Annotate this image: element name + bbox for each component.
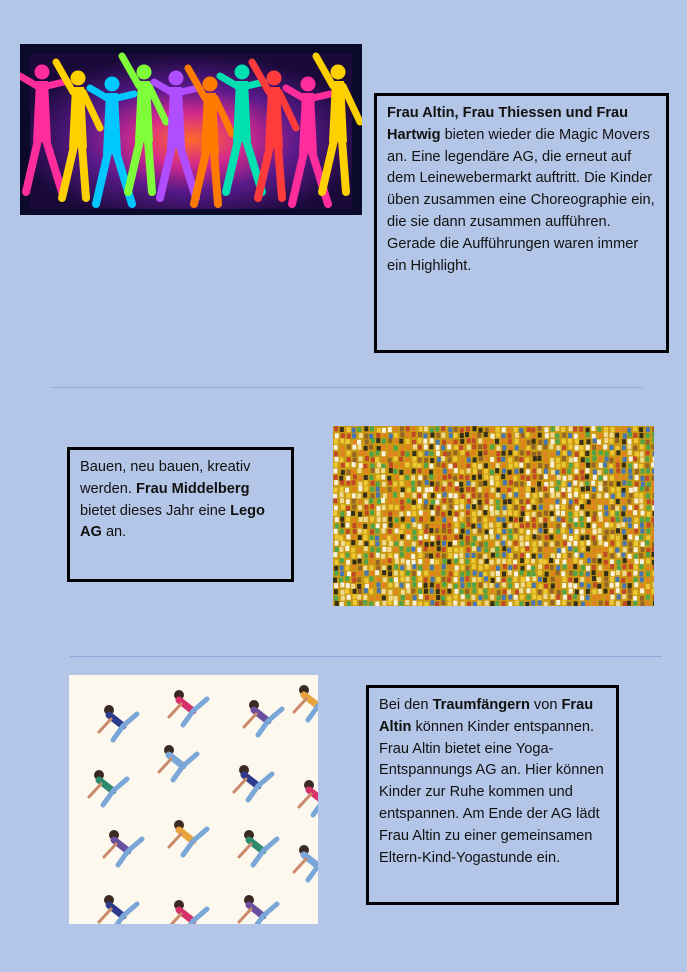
yoga-image (69, 675, 318, 924)
text-run: Bauen, neu bauen, kreativ werden. (80, 459, 251, 497)
bold-text: Lego AG (80, 502, 265, 541)
text-run: an. (101, 524, 127, 541)
magic-movers-textbox (374, 93, 669, 353)
bold-text: Frau Altin (379, 697, 594, 735)
yoga-textbox (366, 685, 619, 905)
text-run: bieten wieder die Magic Movers an. Eine legendäre AG, die erneut auf dem Leinewebermarkt auftritt. Die Kinder üben zusammen eine Choreographie ein, die sie dann zusammen aufführen. Gerade die Aufführungen waren immer ein Highlight. (387, 126, 655, 274)
magic-movers-description (387, 103, 656, 277)
lego-textbox (67, 447, 294, 582)
text-run: von (529, 697, 562, 713)
lego-figures-image (333, 426, 654, 606)
bold-text: Frau Altin, Frau Thiessen und Frau Hartwig (387, 105, 629, 143)
bold-text: Traumfängern (432, 697, 530, 713)
yoga-poses-pattern (69, 675, 318, 924)
divider-line (70, 656, 662, 657)
yoga-description (379, 695, 606, 869)
text-run: Bei den (379, 697, 433, 713)
text-run: bietet dieses Jahr eine (80, 502, 231, 519)
dancers-image (20, 44, 362, 215)
lego-minifigures-crowd-photo (333, 426, 654, 606)
divider-line (51, 387, 643, 388)
bold-text: Frau Middelberg (135, 480, 250, 497)
text-run: können Kinder entspannen. Frau Altin bietet eine Yoga-Entspannungs AG an. Hier können Kinder zur Ruhe kommen und entspannen. Am Ende der AG lädt Frau Altin zu einer gemeinsamen Eltern-Kind-Yogastunde ein. (379, 718, 604, 866)
dancing-figures-illustration (20, 44, 362, 215)
lego-description (80, 457, 281, 544)
